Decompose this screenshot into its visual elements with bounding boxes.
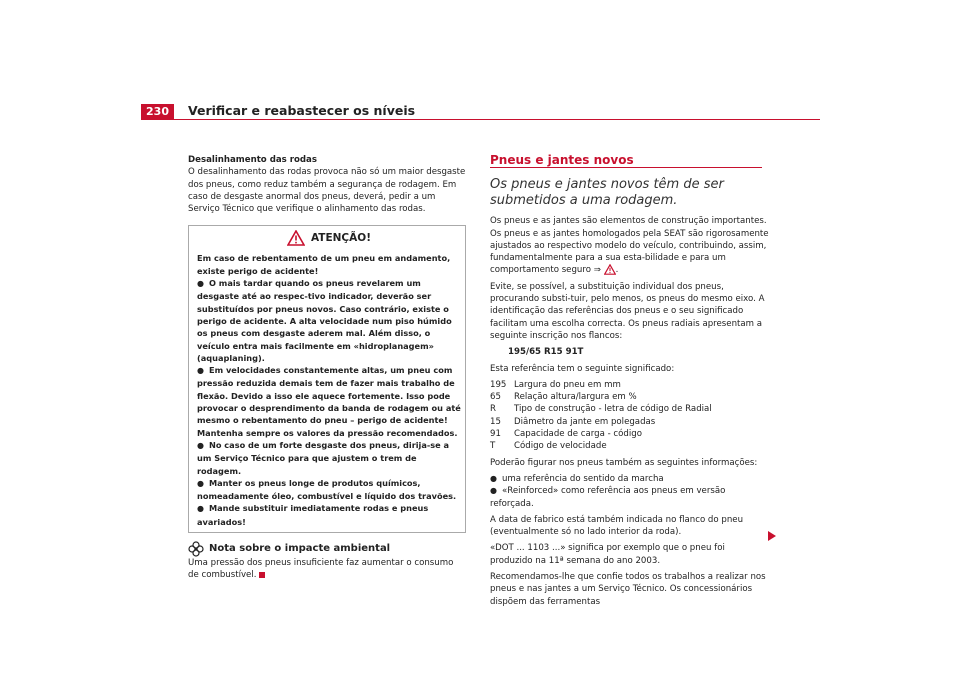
flower-icon	[188, 541, 204, 557]
warning-bullet: ● Em velocidades constantemente altas, um pneu com pressão reduzida demais tem de fazer mais trabalho de flexão. Devido a isso ele aquece fortemente. Isso pode provocar o desprendimento da banda de rodagem ou até mesmo o rebentamento do pneu – perigo de acidente! Mantenha sempre os valores da pressão recomendados.	[197, 364, 461, 439]
warning-title: ATENÇÃO!	[311, 232, 371, 245]
environment-title: Nota sobre o impacte ambiental	[209, 542, 391, 554]
warning-bullet: ● Mande substituir imediatamente rodas e pneus avariados!	[197, 502, 461, 528]
warning-box	[188, 225, 466, 533]
section-subtitle: Os pneus e jantes novos têm de ser submetidos a uma rodagem.	[490, 177, 724, 209]
paragraph: «DOT ... 1103 ...» significa por exemplo que o pneu foi produzido na 11ª semana do ano 2003.	[490, 543, 725, 566]
definition-row: T Código de velocidade	[490, 441, 607, 452]
definition-row: 91 Capacidade de carga - código	[490, 429, 642, 440]
continue-arrow-icon	[768, 531, 776, 541]
paragraph: Os pneus e as jantes são elementos de construção importantes. Os pneus e as jantes homologados pela SEAT são rigorosamente ajustados ao respectivo modelo do veículo, contribuindo, assim, fundamentalmente para a sua esta-bilidade e para um comportamento seguro ⇒ .	[490, 216, 769, 276]
section-rule	[490, 167, 762, 168]
warning-bullet: ● No caso de um forte desgaste dos pneus, dirija-se a um Serviço Técnico para que ajustem o trem de rodagem.	[197, 439, 461, 477]
definition-row: R Tipo de construção - letra de código de Radial	[490, 404, 712, 415]
definition-row: 65 Relação altura/largura em %	[490, 392, 637, 403]
section-title: Pneus e jantes novos	[490, 153, 634, 167]
definition-list	[490, 379, 770, 453]
tire-code: 195/65 R15 91T	[508, 347, 584, 358]
meaning-intro: Esta referência tem o seguinte significado:	[490, 363, 675, 374]
definition-row: 195 Largura do pneu em mm	[490, 379, 621, 390]
page-number: 230	[141, 104, 174, 119]
right-column	[490, 154, 770, 612]
environment-header	[188, 541, 466, 557]
warning-bullet: ● O mais tardar quando os pneus revelarem um desgaste até ao respec-tivo indicador, deverão ser substituídos por pneus novos. Caso contrário, existe o perigo de acidente. A alta velocidade num piso húmido os pneus com desgaste aderem mal. Além disso, o veículo entra mais facilmente em «hidroplanagem» (aquaplaning).	[197, 277, 461, 364]
wheel-alignment-text: O desalinhamento das rodas provoca não só um maior desgaste dos pneus, como reduz também a segurança de rodagem. Em caso de desgaste anormal dos pneus, deverá, pedir a um Serviço Técnico que verifique o alinhamento das rodas.	[188, 167, 466, 215]
paragraph: A data de fabrico está também indicada no flanco do pneu (eventualmente só no lado interior da roda).	[490, 514, 744, 538]
paragraph: Evite, se possível, a substituição individual dos pneus, procurando substi-tuir, pelo menos, os pneus do mesmo eixo. A identificação das referências dos pneus e o seu significado facilitam uma escolha correcta. Os pneus radiais apresentam a seguinte inscrição nos flancos:	[490, 281, 765, 341]
definition-row: 15 Diâmetro da jante em polegadas	[490, 416, 656, 427]
warning-lead: Em caso de rebentamento de um pneu em andamento, existe perigo de acidente!	[197, 253, 451, 276]
info-bullet: ● «Reinforced» como referência aos pneus em versão reforçada.	[490, 485, 770, 510]
warning-triangle-icon	[604, 264, 616, 275]
warning-header	[197, 230, 461, 246]
left-column	[188, 154, 466, 586]
environment-text: Uma pressão dos pneus insuficiente faz aumentar o consumo de combustível.	[188, 558, 454, 581]
info-bullet: ● uma referência do sentido da marcha	[490, 473, 770, 485]
warning-bullet: ● Manter os pneus longe de produtos químicos, nomeadamente óleo, combustível e líquido dos travões.	[197, 477, 461, 503]
paragraph: Recomendamos-lhe que confie todos os trabalhos a realizar nos pneus e nas jantes a um Serviço Técnico. Os concessionários dispõem das ferramentas	[490, 572, 766, 607]
end-of-section-marker	[259, 572, 265, 578]
extra-intro: Poderão figurar nos pneus também as seguintes informações:	[490, 457, 758, 468]
header-rule	[141, 119, 820, 120]
wheel-alignment-heading: Desalinhamento das rodas	[188, 155, 317, 165]
warning-triangle-icon	[287, 230, 305, 246]
page-header-title: Verificar e reabastecer os níveis	[188, 103, 416, 118]
